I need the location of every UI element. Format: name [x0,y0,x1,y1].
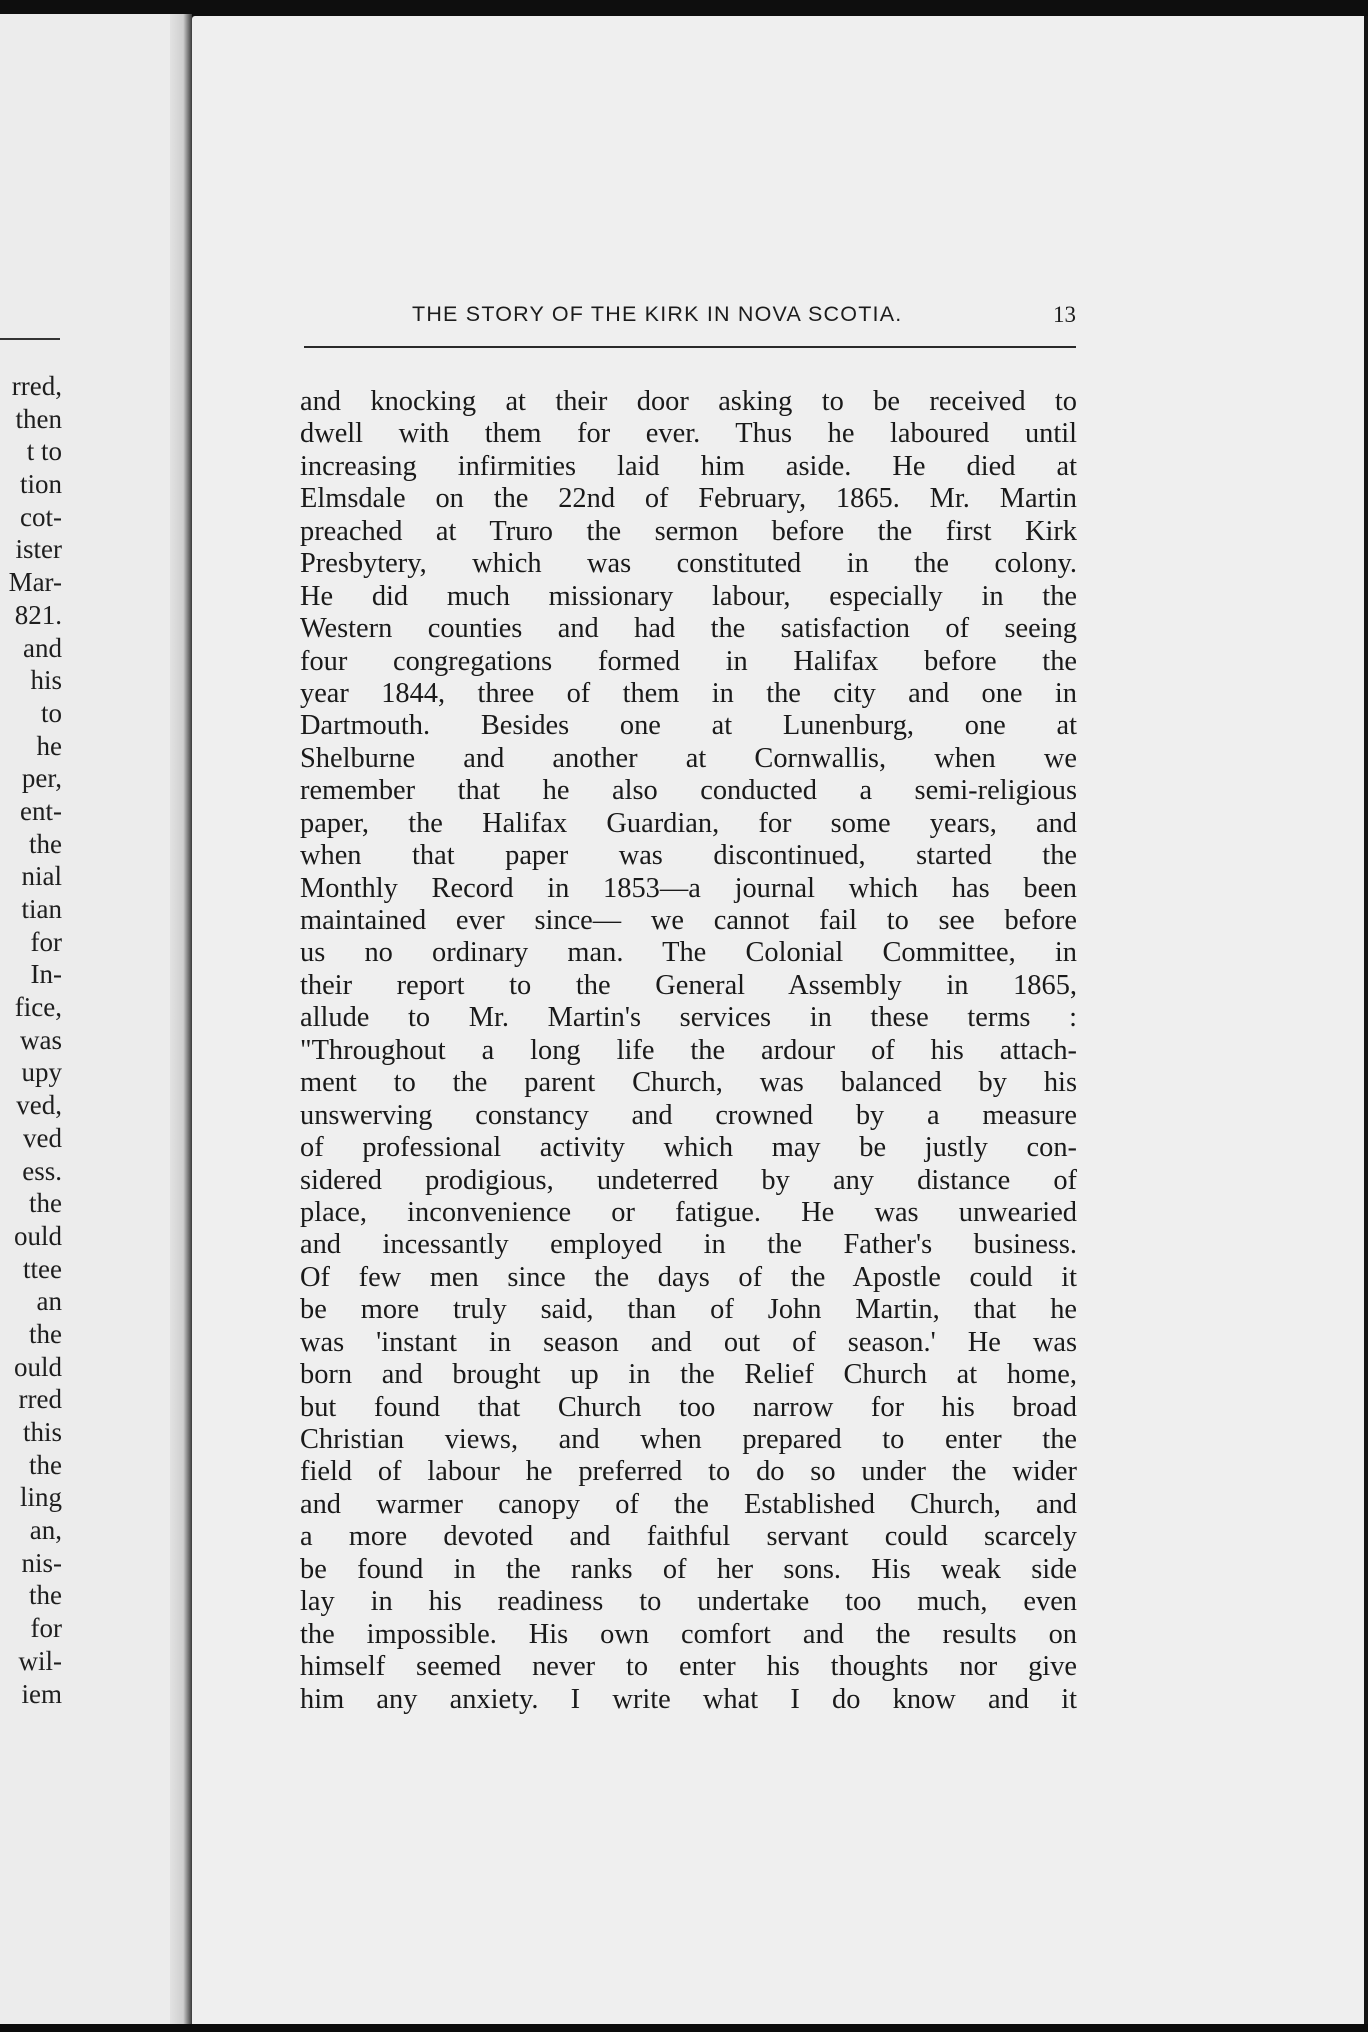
facing-page-line: rred [18,1384,62,1415]
facing-page-line: ould [13,1351,62,1382]
text-line: Monthly Record in 1853—a journal which has been [300,872,1077,904]
text-line: allude to Mr. Martin's services in these terms : [300,1002,1077,1034]
text-line: the impossible. His own comfort and the results on [300,1618,1077,1650]
text-line: him any anxiety. I write what I do know and it [300,1683,1077,1715]
facing-page-line: an, [29,1515,62,1546]
text-line: us no ordinary man. The Colonial Committee, in [300,937,1077,969]
text-line: field of labour he preferred to do so under the wider [300,1456,1077,1488]
facing-page-line: 821. [14,599,62,630]
facing-page-line: the [29,1188,62,1219]
facing-page-line: ould [13,1220,62,1251]
page-gutter [170,14,192,2024]
facing-page-line: to [40,697,62,728]
facing-page-line: ttee [23,1253,62,1284]
text-line: ment to the parent Church, was balanced by his [300,1067,1077,1099]
facing-page-line: was [20,1024,62,1055]
text-line: preached at Truro the sermon before the first Kirk [300,515,1077,547]
text-line: born and brought up in the Relief Church at home, [300,1359,1077,1391]
text-line: increasing infirmities laid him aside. He died at [300,450,1077,482]
facing-page-line: for [30,926,62,957]
facing-page-line: the [29,828,62,859]
text-line: Christian views, and when prepared to enter the [300,1424,1077,1455]
facing-page-line: In- [30,959,62,990]
facing-page-line: tion [19,469,62,500]
text-line: of professional activity which may be justly con- [300,1132,1077,1164]
text-line: lay in his readiness to undertake too much, even [300,1586,1077,1618]
text-line: remember that he also conducted a semi-religious [300,775,1077,807]
facing-page-line: the [29,1318,62,1349]
facing-page-line: rred, [11,371,62,401]
text-line: but found that Church too narrow for his broad [300,1391,1077,1423]
text-line: Presbytery, which was constituted in the colony. [300,548,1077,580]
facing-page-line: iem [21,1678,62,1709]
text-line: himself seemed never to enter his thoughts nor give [300,1651,1077,1683]
facing-page-line: ved, [16,1090,62,1121]
facing-page-rule [0,338,60,340]
text-line: a more devoted and faithful servant could scarcely [300,1521,1077,1553]
text-line: and knocking at their door asking to be received to [300,386,1077,417]
text-line: Western counties and had the satisfaction of seeing [300,613,1077,645]
facing-page-line: tian [21,894,62,924]
facing-page-line: the [29,1449,62,1480]
text-line: when that paper was discontinued, started the [300,840,1077,872]
facing-page-line: then [15,403,62,434]
facing-page-line: the [29,1580,62,1611]
running-head: THE STORY OF THE KIRK IN NOVA SCOTIA. [412,302,903,326]
facing-page-line: cot- [20,501,62,532]
text-line: Dartmouth. Besides one at Lunenburg, one at [300,710,1077,742]
facing-page-line: an [36,1286,62,1317]
text-line: be more truly said, than of John Martin, that he [300,1294,1077,1326]
body-text [300,386,1077,1716]
facing-page-text [0,370,62,1710]
text-line: He did much missionary labour, especially in the [300,580,1077,612]
text-line: sidered prodigious, undeterred by any distance of [300,1164,1077,1196]
text-line: was 'instant in season and out of season.' He was [300,1326,1077,1358]
text-line: dwell with them for ever. Thus he laboured until [300,418,1077,450]
header-rule [304,346,1076,348]
facing-page-line: nial [21,861,62,892]
text-line: "Throughout a long life the ardour of his attach- [300,1034,1077,1066]
facing-page-line: wil- [18,1645,62,1676]
facing-page-line: ved [23,1122,62,1153]
text-line: place, inconvenience or fatigue. He was unwearied [300,1196,1077,1228]
facing-page-line: this [22,1417,62,1447]
facing-page-line: and [23,632,62,663]
facing-page-line: ister [15,534,62,565]
facing-page-line: t to [26,436,62,467]
text-line: maintained ever since— we cannot fail to see before [300,905,1077,936]
text-line: four congregations formed in Halifax before the [300,645,1077,677]
text-line: Of few men since the days of the Apostle could it [300,1261,1077,1293]
facing-page-line: ess. [22,1155,62,1186]
facing-page-line: upy [21,1057,62,1088]
facing-page-line: per, [21,763,62,794]
facing-page-line: Mar- [8,567,62,598]
page-number: 13 [1053,302,1076,327]
text-line: Shelburne and another at Cornwallis, when we [300,742,1077,774]
text-line: and incessantly employed in the Father's business. [300,1229,1077,1261]
facing-page-line: ling [19,1482,62,1513]
text-line: Elmsdale on the 22nd of February, 1865. Mr. Martin [300,483,1077,515]
scan-bottom-edge [0,2024,1368,2032]
facing-page-line: for [30,1613,62,1644]
text-line: be found in the ranks of her sons. His weak side [300,1553,1077,1585]
text-line: their report to the General Assembly in 1865, [300,969,1077,1001]
facing-page-line: ent- [20,795,62,826]
facing-page-line: nis- [21,1547,62,1578]
text-line: unswerving constancy and crowned by a measure [300,1099,1077,1131]
facing-page-line: his [30,665,62,696]
text-line: year 1844, three of them in the city and one in [300,677,1077,709]
facing-page-line: fice, [14,992,62,1023]
scan-top-edge [0,0,1368,16]
text-line: paper, the Halifax Guardian, for some years, and [300,807,1077,839]
facing-page-line: he [36,730,62,761]
text-line: and warmer canopy of the Established Church, and [300,1488,1077,1520]
